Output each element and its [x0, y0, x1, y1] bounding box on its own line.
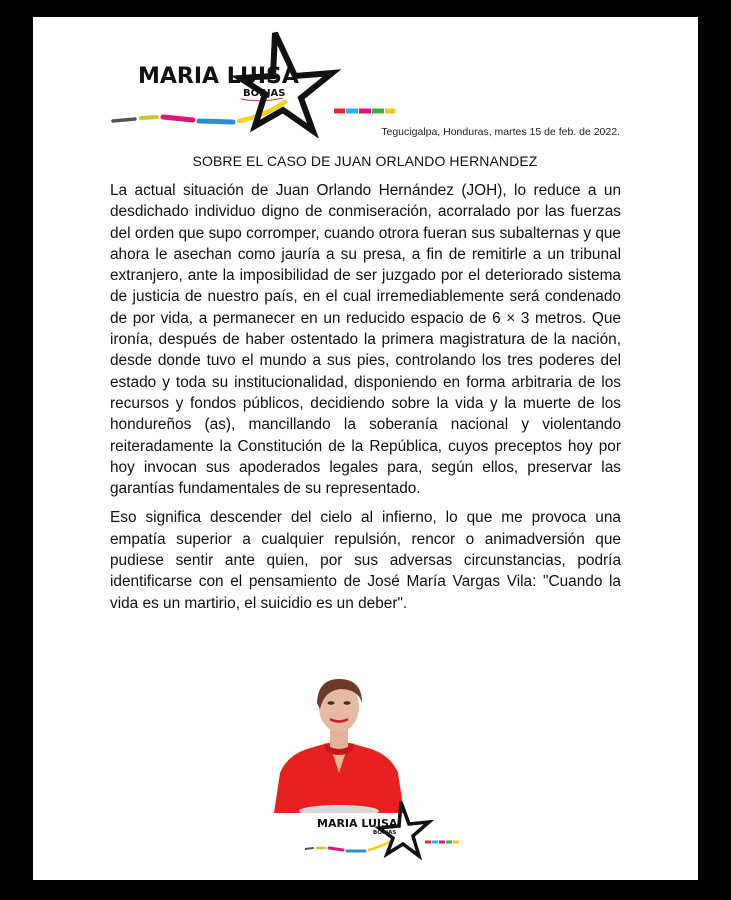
header-logo [105, 28, 405, 138]
paragraph-1: La actual situación de Juan Orlando Hernández (JOH), lo reduce a un desdichado individuo digno de conmiseración, acorralado por las fuerzas del orden que supo corromper, cuando otrora fueran sus subalternas y que ahora le asechan como jauría a su presa, a fin de remitirle a un tribunal extranjero, ante la imposibilidad de ser juzgado por el deteriorado sistema de justicia de nuestro país, en el cual irremediablemente será condenado de por vida, a permanecer en un reducido espacio de 6 × 3 metros. Que ironía, después de haber ostentado la primera magistratura de la nación, desde donde tuvo el mundo a sus pies, controlando los tres poderes del estado y toda su institucionalidad, disponiendo en forma arbitraria de los recursos y fondos públicos, decidiendo sobre la vida y la muerte de los hondureños (as), mancillando la soberanía nacional y violentando reiteradamente la Constitución de la República, cuyos preceptos hoy por hoy invocan sus apoderados legales para, según ellos, preservar las garantías fundamentales de su representado. [110, 182, 621, 498]
logo-small-surname-text: BORJAS [373, 830, 397, 836]
document-body [110, 180, 621, 622]
star-icon-small [379, 802, 429, 856]
maria-luisa-borjas-logo-small [305, 800, 470, 862]
paragraph-2: Eso significa descender del cielo al infierno, lo que me provoca una empatía superior a cualquier repulsión, rencor o animadversión que pudiese sentir ante quien, por sus adversas circunstancias, podría identificarse con el pensamiento de José María Vargas Vila: "Cuando la vida es un martirio, el suicidio es un deber". [110, 509, 621, 612]
footer-logo [305, 800, 470, 862]
stripe-left-small [305, 840, 393, 851]
portrait-image [274, 673, 404, 813]
author-portrait-photo [274, 673, 404, 813]
document-title: SOBRE EL CASO DE JUAN ORLANDO HERNANDEZ [192, 153, 538, 169]
dateline: Tegucigalpa, Honduras, martes 15 de feb. de 2022. [381, 126, 620, 138]
logo-surname-text: BORJAS [243, 88, 286, 99]
logo-small-name-text: MARIA LUISA [317, 817, 398, 830]
maria-luisa-borjas-logo [105, 28, 405, 138]
logo-name-text: MARIA LUISA [138, 64, 299, 89]
